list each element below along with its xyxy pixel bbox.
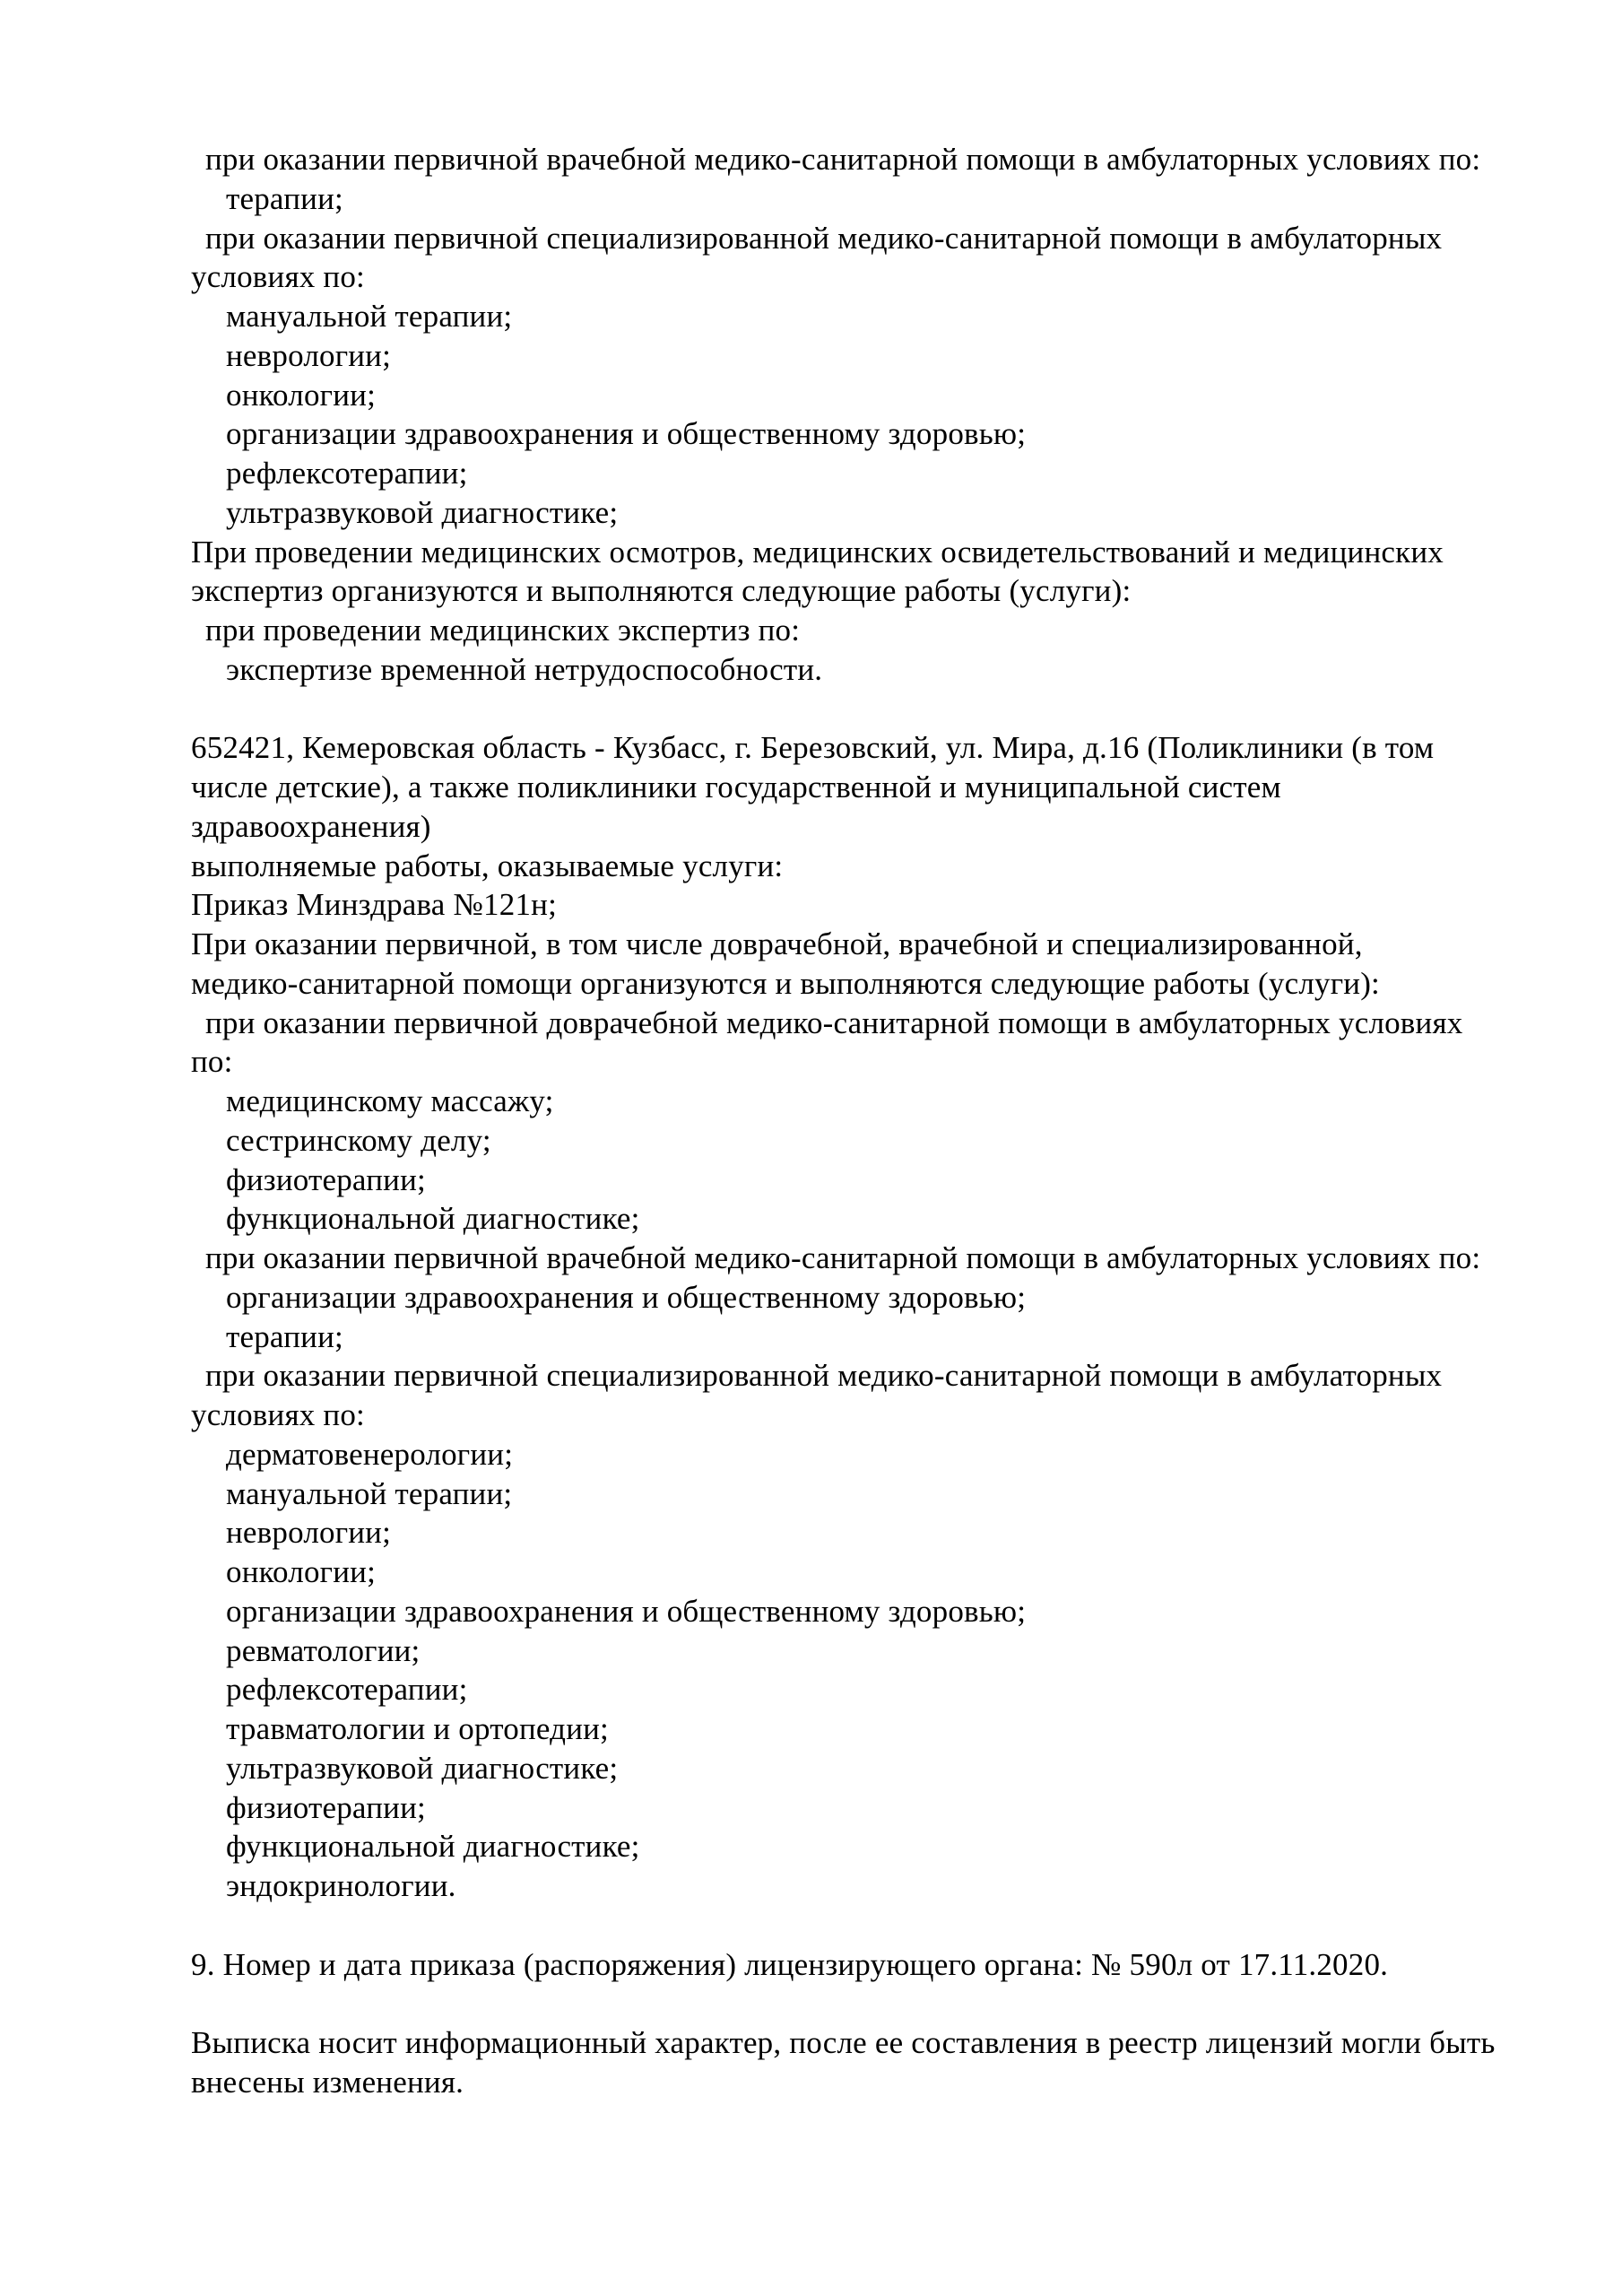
doc-line: по: (191, 1044, 233, 1080)
doc-line: медицинскому массажу; (226, 1083, 554, 1118)
doc-line: мануальной терапии; (226, 299, 513, 334)
doc-line: экспертиз организуются и выполняются следующие работы (услуги): (191, 573, 1132, 609)
doc-line: физиотерапии; (226, 1789, 426, 1825)
doc-line: Выписка носит информационный характер, после ее составления в реестр лицензий могли быть (191, 2025, 1496, 2060)
doc-line: эндокринологии. (226, 1868, 456, 1903)
doc-line: 9. Номер и дата приказа (распоряжения) лицензирующего органа: № 590л от 17.11.2020. (191, 1946, 1389, 1982)
doc-line: рефлексотерапии; (226, 456, 468, 491)
doc-line: При проведении медицинских осмотров, медицинских освидетельствований и медицинских (191, 534, 1444, 570)
doc-line: ультразвуковой диагностике; (226, 494, 619, 530)
doc-blank-line (191, 1906, 1536, 1945)
doc-line: травматологии и ортопедии; (226, 1711, 609, 1746)
doc-line: неврологии; (226, 337, 392, 373)
doc-line: при оказании первичной врачебной медико-санитарной помощи в амбулаторных условиях по: (205, 1240, 1481, 1275)
doc-line: экспертизе временной нетрудоспособности. (226, 651, 823, 687)
doc-line: организации здравоохранения и общественному здоровью; (226, 1593, 1027, 1629)
doc-line: функциональной диагностике; (226, 1201, 640, 1237)
doc-line: онкологии; (226, 1554, 377, 1589)
doc-line: терапии; (226, 1318, 343, 1354)
doc-line: медико-санитарной помощи организуются и выполняются следующие работы (услуги): (191, 965, 1380, 1001)
doc-line: дерматовенерологии; (226, 1436, 514, 1472)
doc-line: сестринскому делу; (226, 1122, 491, 1158)
doc-line: при оказании первичной доврачебной медико-санитарной помощи в амбулаторных условиях (205, 1004, 1463, 1040)
doc-line: здравоохранения) (191, 808, 431, 844)
doc-blank-line (191, 1984, 1536, 2023)
doc-line: онкологии; (226, 377, 377, 413)
doc-blank-line (191, 690, 1536, 729)
doc-line: неврологии; (226, 1515, 392, 1551)
doc-line: при оказании первичной специализированной медико-санитарной помощи в амбулаторных (205, 1358, 1443, 1394)
doc-line: терапии; (226, 180, 343, 216)
doc-line: При оказании первичной, в том числе доврачебной, врачебной и специализированной, (191, 926, 1363, 961)
doc-line: мануальной терапии; (226, 1475, 513, 1511)
doc-line: условиях по: (191, 1397, 365, 1432)
doc-line: при оказании первичной специализированной медико-санитарной помощи в амбулаторных (205, 220, 1443, 256)
doc-line: Приказ Минздрава №121н; (191, 887, 558, 923)
doc-line: при проведении медицинских экспертиз по: (205, 613, 801, 648)
document-body (191, 140, 1536, 2102)
doc-line: выполняемые работы, оказываемые услуги: (191, 848, 784, 883)
doc-line: рефлексотерапии; (226, 1672, 468, 1708)
doc-line: ревматологии; (226, 1632, 421, 1668)
doc-line: числе детские), а также поликлиники государственной и муниципальной систем (191, 770, 1281, 804)
doc-line: при оказании первичной врачебной медико-санитарной помощи в амбулаторных условиях по: (205, 142, 1481, 177)
doc-line: организации здравоохранения и общественному здоровью; (226, 1279, 1027, 1315)
doc-line: организации здравоохранения и общественному здоровью; (226, 416, 1027, 452)
doc-line: ультразвуковой диагностике; (226, 1750, 619, 1786)
doc-line: условиях по: (191, 259, 365, 295)
doc-line: 652421, Кемеровская область - Кузбасс, г. Березовский, ул. Мира, д.16 (Поликлиники (в том (191, 730, 1435, 766)
doc-line: внесены изменения. (191, 2064, 464, 2100)
doc-line: функциональной диагностике; (226, 1829, 640, 1865)
doc-line: физиотерапии; (226, 1161, 426, 1197)
